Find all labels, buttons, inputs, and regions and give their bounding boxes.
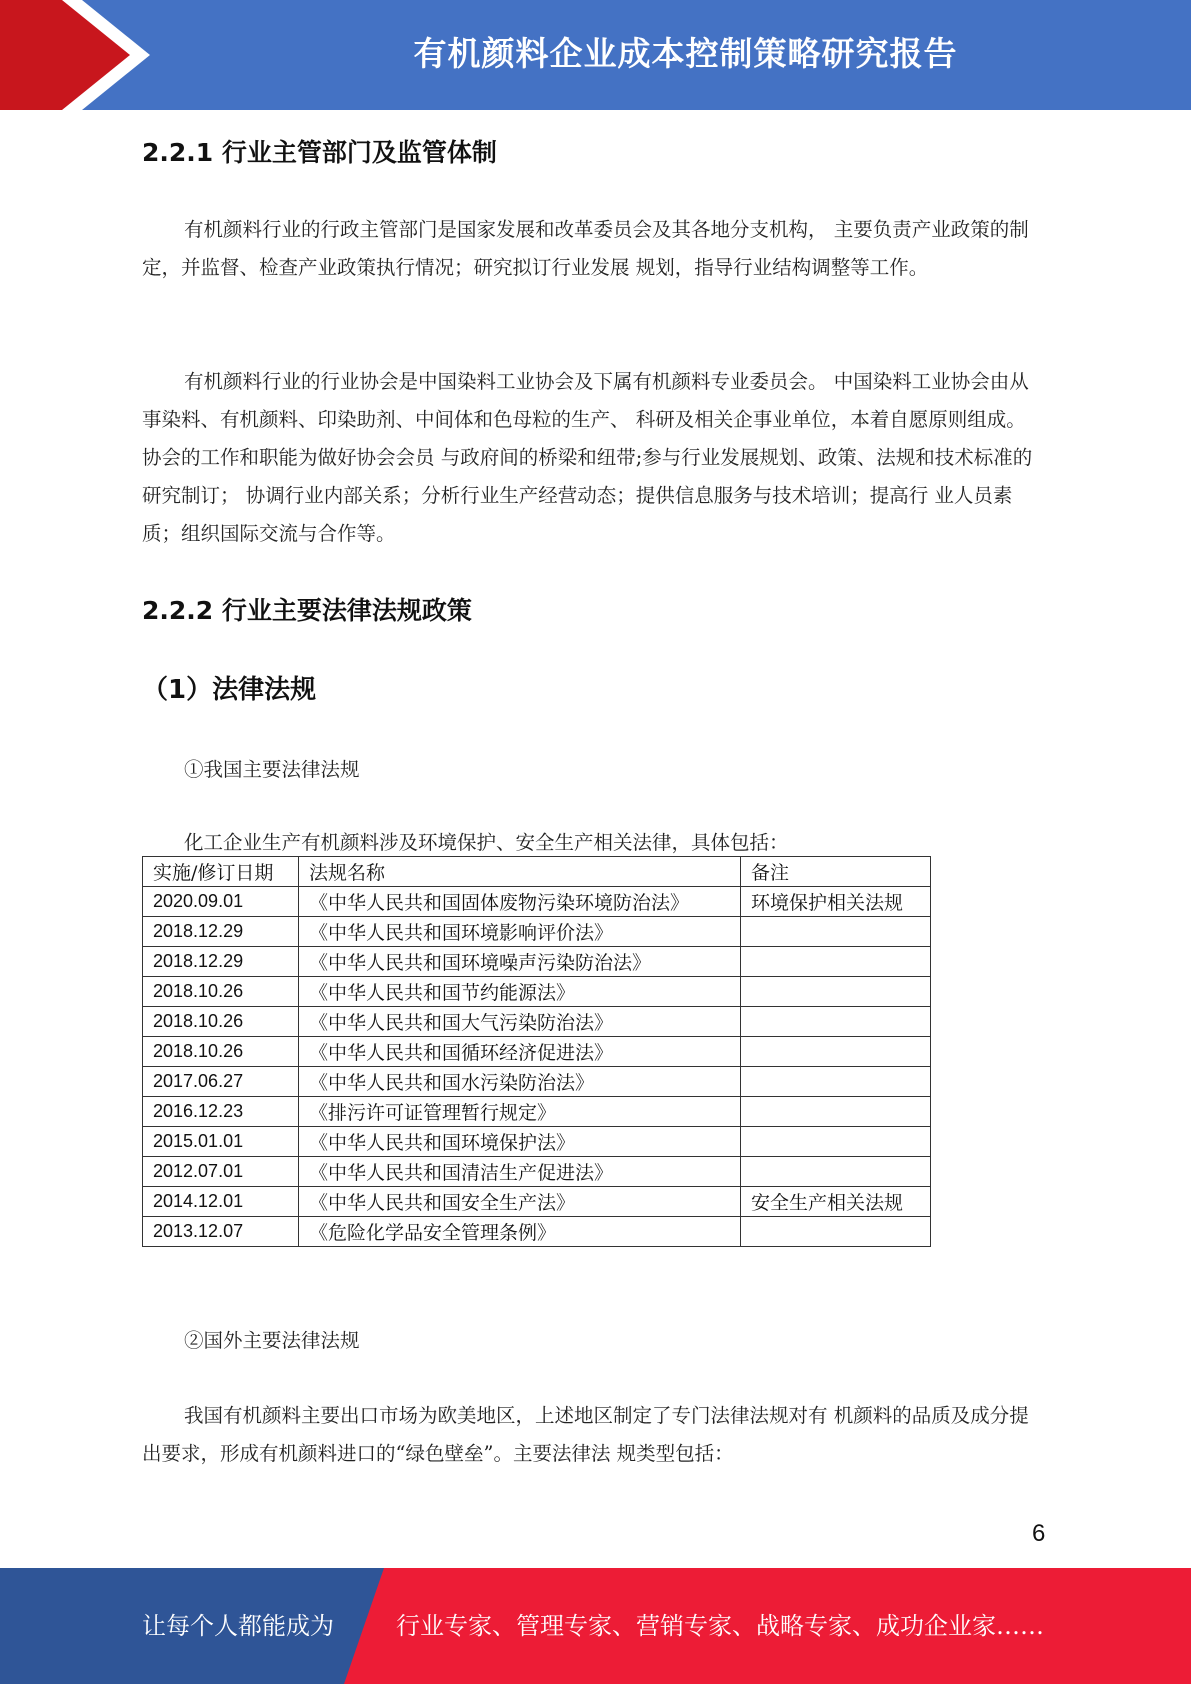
footer-banner — [0, 1568, 1191, 1684]
cell-date: 2012.07.01 — [143, 1157, 299, 1187]
cell-note — [741, 1067, 931, 1097]
cell-note — [741, 1007, 931, 1037]
cell-date: 2018.10.26 — [143, 1037, 299, 1067]
table-row — [143, 1097, 931, 1127]
table-intro-text: 化工企业生产有机颜料涉及环境保护、安全生产相关法律，具体包括： — [184, 831, 789, 854]
table-header-row — [143, 857, 931, 887]
report-title: 有机颜料企业成本控制策略研究报告 — [413, 34, 958, 73]
table-row — [143, 1187, 931, 1217]
section-heading-2-2-1: 2.2.1 行业主管部门及监管体制 — [142, 138, 497, 167]
cell-note — [741, 917, 931, 947]
cell-date: 2016.12.23 — [143, 1097, 299, 1127]
cell-law-name: 《排污许可证管理暂行规定》 — [299, 1097, 741, 1127]
cell-date: 2018.10.26 — [143, 977, 299, 1007]
cell-law-name: 《中华人民共和国清洁生产促进法》 — [299, 1157, 741, 1187]
cell-date: 2015.01.01 — [143, 1127, 299, 1157]
cell-date: 2018.10.26 — [143, 1007, 299, 1037]
cell-note — [741, 1037, 931, 1067]
page-number: 6 — [1032, 1520, 1046, 1547]
column-header-name: 法规名称 — [299, 857, 741, 887]
header-arrow-decoration — [0, 0, 150, 110]
table-row — [143, 1037, 931, 1067]
cell-note — [741, 1157, 931, 1187]
cell-date: 2018.12.29 — [143, 947, 299, 977]
domestic-laws-label: ①我国主要法律法规 — [184, 758, 360, 781]
cell-note — [741, 977, 931, 1007]
table-row — [143, 977, 931, 1007]
header-banner — [0, 0, 1191, 110]
cell-law-name: 《危险化学品安全管理条例》 — [299, 1217, 741, 1247]
footer-slogan-right: 行业专家、管理专家、营销专家、战略专家、成功企业家…… — [396, 1612, 1044, 1640]
table-row — [143, 887, 931, 917]
table-row — [143, 1067, 931, 1097]
column-header-date: 实施/修订日期 — [143, 857, 299, 887]
foreign-laws-label: ②国外主要法律法规 — [184, 1329, 360, 1352]
cell-law-name: 《中华人民共和国节约能源法》 — [299, 977, 741, 1007]
cell-note: 环境保护相关法规 — [741, 887, 931, 917]
table-row — [143, 917, 931, 947]
cell-date: 2014.12.01 — [143, 1187, 299, 1217]
table-row — [143, 1007, 931, 1037]
section-heading-2-2-2: 2.2.2 行业主要法律法规政策 — [142, 596, 472, 625]
cell-note — [741, 947, 931, 977]
table-row — [143, 947, 931, 977]
cell-date: 2018.12.29 — [143, 917, 299, 947]
column-header-note: 备注 — [741, 857, 931, 887]
cell-note — [741, 1127, 931, 1157]
cell-law-name: 《中华人民共和国环境保护法》 — [299, 1127, 741, 1157]
footer-slogan-left: 让每个人都能成为 — [142, 1612, 334, 1640]
cell-law-name: 《中华人民共和国固体废物污染环境防治法》 — [299, 887, 741, 917]
paragraph-regulatory-authority: 有机颜料行业的行政主管部门是国家发展和改革委员会及其各地分支机构， 主要负责产业政策的制定，并监督、检查产业政策执行情况；研究拟订行业发展 规划，指导行业结构调整等工作。 — [142, 218, 1029, 279]
table-row — [143, 1127, 931, 1157]
cell-law-name: 《中华人民共和国安全生产法》 — [299, 1187, 741, 1217]
cell-date: 2017.06.27 — [143, 1067, 299, 1097]
cell-law-name: 《中华人民共和国环境噪声污染防治法》 — [299, 947, 741, 977]
cell-note: 安全生产相关法规 — [741, 1187, 931, 1217]
table-row — [143, 1217, 931, 1247]
laws-table — [142, 856, 931, 1247]
cell-law-name: 《中华人民共和国环境影响评价法》 — [299, 917, 741, 947]
paragraph-industry-association: 有机颜料行业的行业协会是中国染料工业协会及下属有机颜料专业委员会。 中国染料工业协会由从事染料、有机颜料、印染助剂、中间体和色母粒的生产、 科研及相关企事业单位，本着自愿原则组成。协会的工作和职能为做好协会会员 与政府间的桥梁和纽带;参与行业发展规划、政策、法规和技术标准的研究制订； 协调行业内部关系；分析行业生产经营动态；提供信息服务与技术培训；提高行 业人员素质；组织国际交流与合作等。 — [142, 370, 1033, 545]
table-row — [143, 1157, 931, 1187]
cell-law-name: 《中华人民共和国水污染防治法》 — [299, 1067, 741, 1097]
cell-note — [741, 1217, 931, 1247]
cell-note — [741, 1097, 931, 1127]
paragraph-foreign-market: 我国有机颜料主要出口市场为欧美地区，上述地区制定了专门法律法规对有 机颜料的品质及成分提出要求，形成有机颜料进口的“绿色壁垒”。主要法律法 规类型包括： — [142, 1404, 1029, 1465]
cell-date: 2013.12.07 — [143, 1217, 299, 1247]
subsection-heading-laws: （1）法律法规 — [142, 675, 317, 705]
cell-law-name: 《中华人民共和国大气污染防治法》 — [299, 1007, 741, 1037]
cell-date: 2020.09.01 — [143, 887, 299, 917]
cell-law-name: 《中华人民共和国循环经济促进法》 — [299, 1037, 741, 1067]
